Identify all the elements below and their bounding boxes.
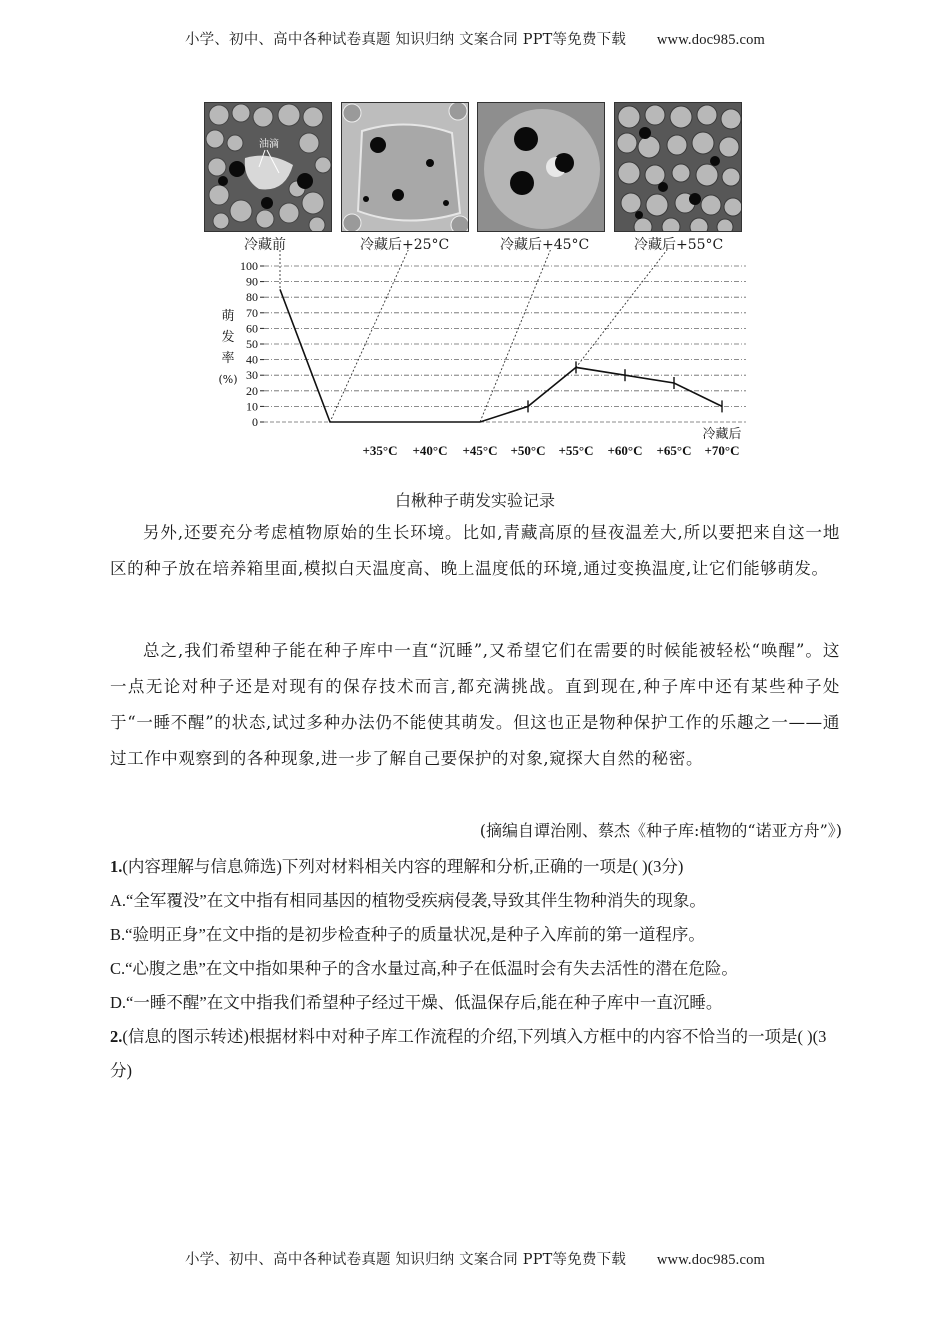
y-tick-label: 100	[240, 259, 258, 273]
x-tick-label: +60°C	[607, 443, 643, 458]
photo-after-55	[614, 102, 742, 232]
option-a: A.“全军覆没”在文中指有相同基因的植物受疾病侵袭,导致其伴生物种消失的现象。	[110, 891, 706, 910]
y-label-char: 发	[221, 330, 235, 345]
y-tick-label: 80	[246, 290, 258, 305]
y-label-char: (%)	[218, 373, 238, 386]
x-tick-label: +45°C	[462, 443, 498, 458]
paragraph-1: 另外,还要充分考虑植物原始的生长环境。比如,青藏高原的昼夜温差大,所以要把来自这一地区的种子放在培养箱里面,模拟白天温度高、晚上温度低的环境,通过变换温度,让它们能够萌发。	[110, 523, 840, 578]
photo-after-25	[341, 102, 469, 232]
y-label-char: 萌	[221, 309, 235, 324]
y-tick-label: 40	[246, 352, 258, 367]
question-1	[110, 850, 845, 884]
page-footer	[0, 1248, 950, 1269]
chart-grid	[264, 266, 746, 422]
guide-line	[330, 250, 410, 422]
photo-label-3: 冷藏后+55°C	[634, 237, 724, 253]
chart-caption: 白楸种子萌发实验记录	[394, 491, 555, 510]
x-tick-label: +40°C	[412, 443, 448, 458]
x-end-label: 冷藏后	[702, 427, 742, 442]
option-c: C.“心腹之患”在文中指如果种子的含水量过高,种子在低温时会有失去活性的潜在危险。	[110, 959, 738, 978]
photo-before-cold	[204, 102, 332, 232]
question-2	[110, 1020, 845, 1088]
series-line	[280, 289, 722, 422]
question-text: (内容理解与信息筛选)下列对材料相关内容的理解和分析,正确的一项是( )(3分)	[122, 857, 684, 876]
chart-series	[280, 289, 722, 422]
source-citation: (摘编自谭治刚、蔡杰《种子库:植物的“诺亚方舟”》)	[479, 821, 842, 840]
photo-annotation: 油滴	[259, 139, 279, 150]
x-tick-label: +70°C	[704, 443, 740, 458]
y-tick-label: 20	[246, 383, 258, 398]
y-tick-label: 50	[246, 337, 258, 351]
y-label-char: 率	[221, 351, 235, 366]
question-number: 1.	[110, 857, 123, 876]
x-tick-label: +35°C	[362, 443, 398, 458]
photo-label-2: 冷藏后+45°C	[500, 237, 590, 253]
question-number: 2.	[110, 1027, 123, 1046]
page-header	[0, 28, 950, 49]
option-b: B.“验明正身”在文中指的是初步检查种子的质量状况,是种子入库前的第一道程序。	[110, 925, 705, 944]
option-d: D.“一睡不醒”在文中指我们希望种子经过干燥、低温保存后,能在种子库中一直沉睡。	[110, 993, 723, 1012]
x-tick-label: +50°C	[510, 443, 546, 458]
germination-chart	[200, 250, 760, 470]
y-tick-label: 60	[246, 321, 258, 336]
y-tick-label: 10	[246, 399, 258, 414]
y-tick-label: 90	[246, 274, 258, 289]
photo-label-0: 冷藏前	[244, 237, 286, 253]
y-tick-label: 0	[252, 415, 258, 429]
guide-line	[576, 250, 670, 367]
micrograph-photos	[204, 102, 742, 234]
x-axis	[363, 426, 742, 458]
y-axis-label	[218, 309, 237, 386]
y-axis	[240, 259, 264, 429]
x-tick-label: +55°C	[558, 443, 594, 458]
header-url: www.doc985.com	[656, 32, 766, 48]
footer-url: www.doc985.com	[656, 1252, 766, 1268]
paragraph-2: 总之,我们希望种子能在种子库中一直“沉睡”,又希望它们在需要的时候能被轻松“唤醒”。这一点无论对种子还是对现有的保存技术而言,都充满挑战。直到现在,种子库中还有某些种子处于“一睡不醒”的状态,试过多种办法仍不能使其萌发。但这也正是物种保护工作的乐趣之一——通过工作中观察到的各种现象,进一步了解自己要保护的对象,窥探大自然的秘密。	[110, 641, 840, 768]
y-tick-label: 70	[246, 305, 258, 320]
photo-after-45	[477, 102, 605, 232]
header-text: 小学、初中、高中各种试卷真题 知识归纳 文案合同 PPT等免费下载	[184, 32, 627, 48]
photo-label-1: 冷藏后+25°C	[360, 237, 450, 253]
question-text: (信息的图示转述)根据材料中对种子库工作流程的介绍,下列填入方框中的内容不恰当的一项是( )(3分)	[110, 1027, 827, 1080]
footer-text: 小学、初中、高中各种试卷真题 知识归纳 文案合同 PPT等免费下载	[184, 1252, 627, 1268]
x-tick-label: +65°C	[656, 443, 692, 458]
y-tick-label: 30	[246, 368, 258, 383]
photo-guide-lines	[280, 250, 670, 422]
